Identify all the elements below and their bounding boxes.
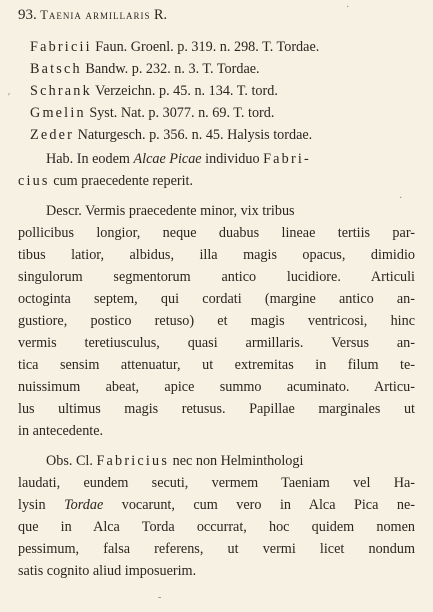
observation-text: nec non Helminthologi <box>169 453 304 469</box>
description-line: tica sensim attenuatur, ut extremitas in filum te- <box>18 357 415 373</box>
habitat-line <box>46 150 311 168</box>
collector-name: cius <box>18 173 50 189</box>
reference-author: Fabricii <box>30 39 92 55</box>
paper-speck: · <box>399 193 403 204</box>
description-line: singulorum segmentorum antico lucidiore. Articuli <box>18 269 415 285</box>
reference-line <box>30 38 319 56</box>
observation-line: que in Alca Torda occurrat, hoc quidem nomen <box>18 519 415 535</box>
reference-text: Syst. Nat. p. 3077. n. 69. T. tord. <box>85 105 275 121</box>
reference-text: Faun. Groenl. p. 319. n. 298. T. Tordae. <box>91 39 320 55</box>
description-line: in antecedente. <box>18 423 104 439</box>
observation-line: laudati, eundem secuti, vermem Taeniam vel Ha- <box>18 475 415 491</box>
reference-line <box>30 104 274 122</box>
description-line: octoginta septem, qui cordati (margine antico an- <box>18 291 415 307</box>
description-line: pollicibus longior, neque duabus lineae tertiis par- <box>18 225 415 241</box>
observation-line: satis cognito aliud imposuerim. <box>18 563 197 579</box>
reference-line <box>30 60 260 78</box>
description-line: Descr. Vermis praecedente minor, vix tribus <box>46 203 295 219</box>
paper-speck: ′ <box>8 92 11 103</box>
observation-text: Obs. Cl. <box>46 453 97 469</box>
observation-text: lysin <box>18 497 65 513</box>
reference-line <box>30 126 312 144</box>
reference-author: Gmelin <box>30 105 86 121</box>
author-abbrev: R. <box>154 7 168 23</box>
entry-number: 93. <box>18 7 37 23</box>
observation-line: pessimum, falsa referens, ut vermi licet nondum <box>18 541 415 557</box>
species-epithet: Tordae <box>64 497 104 513</box>
reference-author: Schrank <box>30 83 92 99</box>
habitat-text: individuo <box>201 151 264 167</box>
description-line: lus ultimus magis retusus. Papillae marginales ut <box>18 401 415 417</box>
habitat-text: cum praecedente reperit. <box>49 173 194 189</box>
reference-author: Zeder <box>30 127 75 143</box>
collector-name: Fabri- <box>263 151 311 167</box>
observation-line <box>18 496 415 514</box>
description-line: tibus latior, albidus, illa magis opacus, dimidio <box>18 247 415 263</box>
host-name: Alcae Picae <box>133 151 202 167</box>
habitat-text: Hab. In eodem <box>46 151 134 167</box>
paper-speck: · <box>346 2 350 13</box>
entry-heading <box>18 6 167 24</box>
reference-text: Verzeichn. p. 45. n. 134. T. tord. <box>91 83 278 99</box>
genus-name: Taenia <box>40 8 82 22</box>
observation-text: vocarunt, cum vero in Alca Pica ne- <box>103 497 415 513</box>
habitat-line <box>18 172 193 190</box>
collector-name: Fabricius <box>96 453 170 469</box>
reference-text: Bandw. p. 232. n. 3. T. Tordae. <box>81 61 260 77</box>
observation-line <box>46 452 303 470</box>
description-line: gustiore, postico retuso) et magis ventricosi, hinc <box>18 313 415 329</box>
description-line: vermis teretiusculus, quasi armillaris. Versus an- <box>18 335 415 351</box>
species-name: armillaris <box>85 8 151 22</box>
reference-text: Naturgesch. p. 356. n. 45. Halysis tordae. <box>74 127 313 143</box>
reference-line <box>30 82 278 100</box>
description-line: nuissimum abeat, apice summo acuminato. Articu- <box>18 379 415 395</box>
reference-author: Batsch <box>30 61 82 77</box>
paper-speck: - <box>158 592 162 603</box>
